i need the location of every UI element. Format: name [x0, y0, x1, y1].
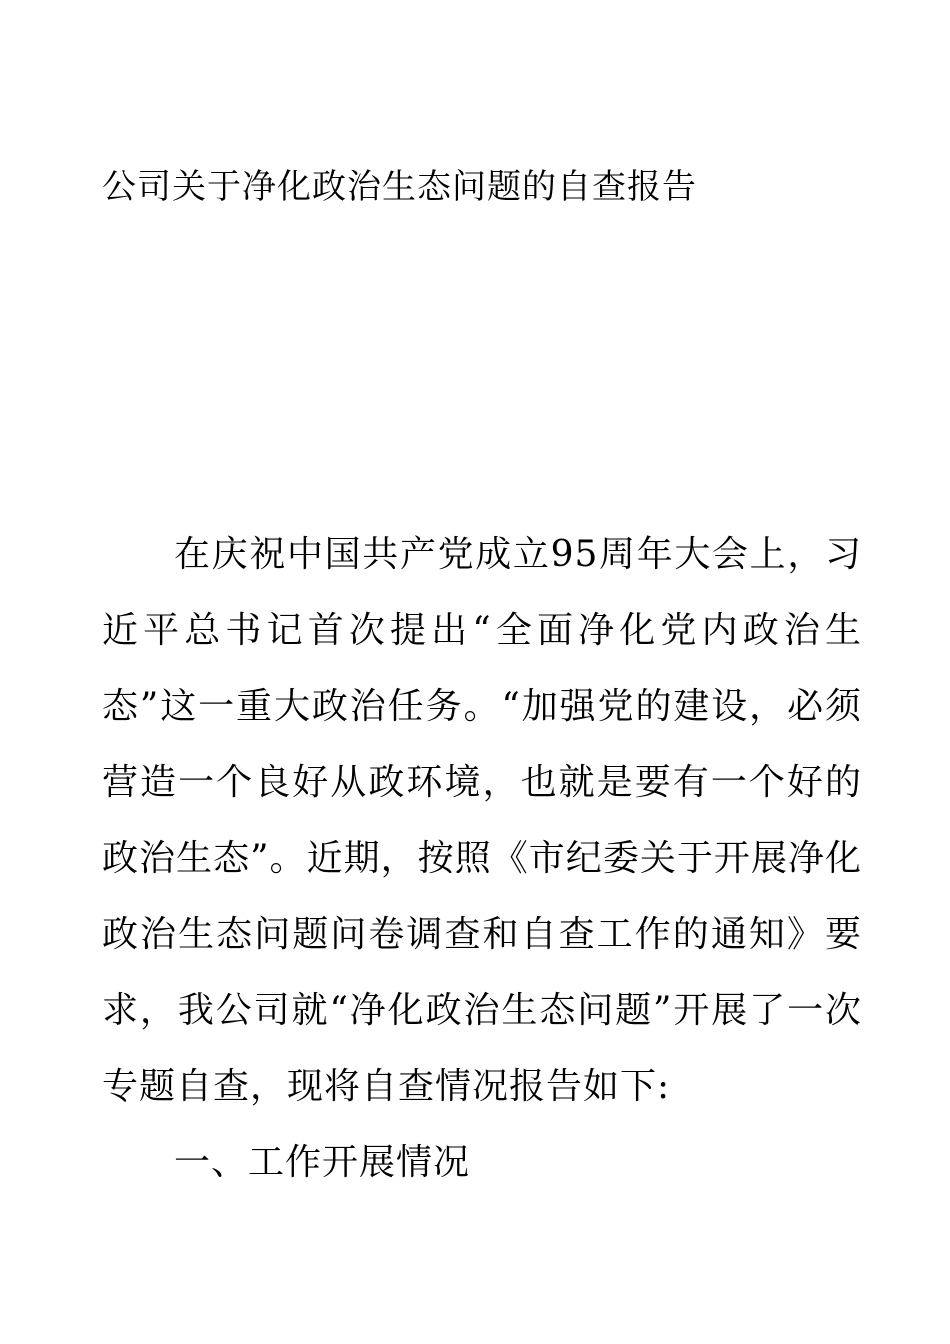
document-body: [102, 517, 862, 1201]
document-title: 公司关于净化政治生态问题的自查报告: [102, 167, 697, 207]
section-heading: 一、工作开展情况: [174, 1142, 471, 1183]
intro-paragraph: 在庆祝中国共产党成立95周年大会上，习近平总书记首次提出“全面净化党内政治生态”这一重大政治任务。“加强党的建设，必须营造一个良好从政环境，也就是要有一个好的政治生态”。近期，按照《市纪委关于开展净化政治生态问题问卷调查和自查工作的通知》要求，我公司就“净化政治生态问题”开展了一次专题自查，现将自查情况报告如下:: [102, 534, 862, 1107]
